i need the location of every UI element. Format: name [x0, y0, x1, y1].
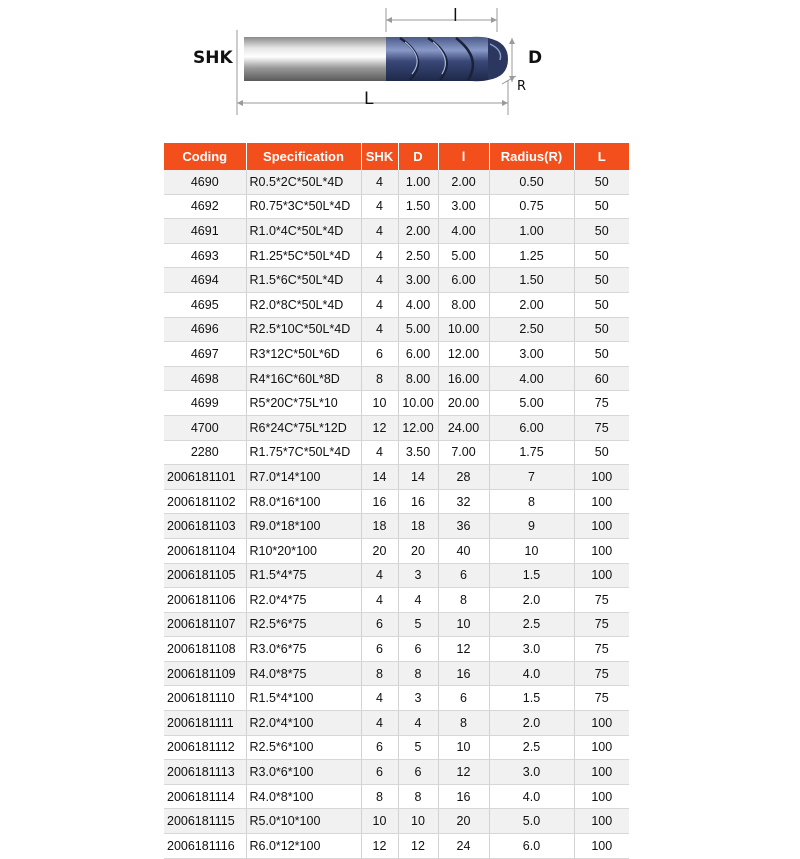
cell-shk: 12 [361, 415, 398, 440]
table-row [164, 170, 629, 194]
cell-radius: 1.5 [489, 563, 574, 588]
cell-shk: 12 [361, 834, 398, 859]
cell-l: 6 [438, 686, 489, 711]
cell-l: 24.00 [438, 415, 489, 440]
cell-shk: 4 [361, 588, 398, 613]
cell-specification: R4*16C*60L*8D [246, 366, 361, 391]
cell-shk: 4 [361, 292, 398, 317]
cell-radius: 1.00 [489, 219, 574, 244]
cell-d: 18 [398, 514, 438, 539]
cell-l: 6.00 [438, 268, 489, 293]
flute-shape [386, 37, 492, 81]
cell-l: 12 [438, 637, 489, 662]
cell-radius: 4.0 [489, 784, 574, 809]
cell-specification: R3.0*6*100 [246, 760, 361, 785]
end-mill-diagram [0, 0, 800, 140]
cell-d: 4 [398, 711, 438, 736]
cell-d: 3.50 [398, 440, 438, 465]
cell-d: 2.50 [398, 243, 438, 268]
table-row [164, 538, 629, 563]
cell-length: 50 [574, 219, 629, 244]
table-row [164, 661, 629, 686]
cell-l: 7.00 [438, 440, 489, 465]
cell-shk: 4 [361, 170, 398, 194]
cell-radius: 3.00 [489, 342, 574, 367]
table-row [164, 588, 629, 613]
cell-d: 10.00 [398, 391, 438, 416]
cell-d: 10 [398, 809, 438, 834]
cell-coding: 4700 [164, 415, 246, 440]
cell-specification: R4.0*8*100 [246, 784, 361, 809]
cell-shk: 16 [361, 489, 398, 514]
table-row [164, 809, 629, 834]
cell-shk: 10 [361, 391, 398, 416]
overall-length-label: L [364, 89, 374, 109]
table-row [164, 735, 629, 760]
cell-d: 2.00 [398, 219, 438, 244]
radius-label: R [517, 79, 527, 94]
cell-d: 5 [398, 735, 438, 760]
cell-radius: 4.0 [489, 661, 574, 686]
cell-radius: 7 [489, 465, 574, 490]
cell-d: 12.00 [398, 415, 438, 440]
cell-coding: 4691 [164, 219, 246, 244]
cell-radius: 0.50 [489, 170, 574, 194]
cell-radius: 1.25 [489, 243, 574, 268]
col-header-radius: Radius(R) [489, 143, 574, 170]
cell-length: 75 [574, 661, 629, 686]
cell-l: 20.00 [438, 391, 489, 416]
cell-length: 100 [574, 809, 629, 834]
spec-table [164, 143, 629, 859]
cell-specification: R2.0*8C*50L*4D [246, 292, 361, 317]
cell-coding: 2006181115 [164, 809, 246, 834]
cell-d: 6.00 [398, 342, 438, 367]
cell-specification: R2.0*4*75 [246, 588, 361, 613]
table-row [164, 194, 629, 219]
cell-radius: 2.0 [489, 711, 574, 736]
table-row [164, 342, 629, 367]
table-row [164, 489, 629, 514]
cell-shk: 14 [361, 465, 398, 490]
col-header-specification: Specification [246, 143, 361, 170]
cell-l: 16.00 [438, 366, 489, 391]
cell-l: 36 [438, 514, 489, 539]
cell-l: 20 [438, 809, 489, 834]
cell-specification: R5*20C*75L*10 [246, 391, 361, 416]
cell-coding: 2006181112 [164, 735, 246, 760]
cell-coding: 4690 [164, 170, 246, 194]
cell-length: 100 [574, 514, 629, 539]
cell-specification: R10*20*100 [246, 538, 361, 563]
cell-specification: R9.0*18*100 [246, 514, 361, 539]
cell-d: 12 [398, 834, 438, 859]
cell-radius: 1.75 [489, 440, 574, 465]
cell-radius: 3.0 [489, 760, 574, 785]
cell-coding: 2006181108 [164, 637, 246, 662]
cell-shk: 8 [361, 366, 398, 391]
table-row [164, 760, 629, 785]
cell-length: 100 [574, 760, 629, 785]
cell-l: 8 [438, 588, 489, 613]
cell-length: 60 [574, 366, 629, 391]
table-row [164, 711, 629, 736]
cell-l: 2.00 [438, 170, 489, 194]
cell-length: 100 [574, 711, 629, 736]
table-row [164, 366, 629, 391]
cell-l: 10 [438, 735, 489, 760]
cell-radius: 2.00 [489, 292, 574, 317]
cell-l: 12 [438, 760, 489, 785]
cell-coding: 2006181102 [164, 489, 246, 514]
cell-d: 5 [398, 612, 438, 637]
cell-l: 5.00 [438, 243, 489, 268]
cell-d: 8 [398, 784, 438, 809]
cell-shk: 4 [361, 711, 398, 736]
shank-label: SHK [193, 48, 233, 68]
table-body [164, 170, 629, 858]
cell-radius: 2.50 [489, 317, 574, 342]
cell-d: 3 [398, 686, 438, 711]
cell-specification: R1.5*6C*50L*4D [246, 268, 361, 293]
cell-length: 100 [574, 834, 629, 859]
cell-d: 3.00 [398, 268, 438, 293]
cell-d: 8 [398, 661, 438, 686]
table-row [164, 465, 629, 490]
cell-coding: 4693 [164, 243, 246, 268]
cell-radius: 1.5 [489, 686, 574, 711]
cell-specification: R1.25*5C*50L*4D [246, 243, 361, 268]
cell-shk: 6 [361, 612, 398, 637]
cell-l: 6 [438, 563, 489, 588]
cell-coding: 4698 [164, 366, 246, 391]
cell-coding: 4696 [164, 317, 246, 342]
cell-radius: 0.75 [489, 194, 574, 219]
cell-radius: 5.0 [489, 809, 574, 834]
cell-shk: 6 [361, 637, 398, 662]
cell-length: 100 [574, 784, 629, 809]
cell-shk: 18 [361, 514, 398, 539]
cell-l: 12.00 [438, 342, 489, 367]
cell-specification: R2.5*10C*50L*4D [246, 317, 361, 342]
cell-l: 28 [438, 465, 489, 490]
cell-coding: 2006181104 [164, 538, 246, 563]
cell-shk: 6 [361, 760, 398, 785]
cell-l: 3.00 [438, 194, 489, 219]
table-row [164, 637, 629, 662]
cell-specification: R0.75*3C*50L*4D [246, 194, 361, 219]
col-header-shk: SHK [361, 143, 398, 170]
cell-specification: R6*24C*75L*12D [246, 415, 361, 440]
cell-specification: R1.0*4C*50L*4D [246, 219, 361, 244]
cell-specification: R1.5*4*100 [246, 686, 361, 711]
table-row [164, 415, 629, 440]
cell-length: 75 [574, 612, 629, 637]
cell-radius: 2.5 [489, 612, 574, 637]
cell-shk: 6 [361, 342, 398, 367]
cell-l: 10.00 [438, 317, 489, 342]
table-row [164, 612, 629, 637]
table-row [164, 317, 629, 342]
table-row [164, 784, 629, 809]
cell-shk: 8 [361, 661, 398, 686]
cell-specification: R2.5*6*100 [246, 735, 361, 760]
cell-l: 32 [438, 489, 489, 514]
cell-l: 40 [438, 538, 489, 563]
cell-specification: R6.0*12*100 [246, 834, 361, 859]
cell-d: 16 [398, 489, 438, 514]
cell-radius: 6.0 [489, 834, 574, 859]
table-row [164, 440, 629, 465]
cell-length: 50 [574, 170, 629, 194]
cell-specification: R1.75*7C*50L*4D [246, 440, 361, 465]
cell-l: 24 [438, 834, 489, 859]
cell-coding: 2006181111 [164, 711, 246, 736]
cell-shk: 20 [361, 538, 398, 563]
cell-specification: R3.0*6*75 [246, 637, 361, 662]
cell-length: 50 [574, 268, 629, 293]
cell-shk: 4 [361, 563, 398, 588]
cell-coding: 2006181106 [164, 588, 246, 613]
cell-shk: 4 [361, 440, 398, 465]
cell-specification: R1.5*4*75 [246, 563, 361, 588]
cell-shk: 4 [361, 268, 398, 293]
cell-shk: 6 [361, 735, 398, 760]
cell-shk: 4 [361, 317, 398, 342]
cell-d: 4 [398, 588, 438, 613]
cell-coding: 4699 [164, 391, 246, 416]
flute-length-label: l [453, 6, 458, 26]
cell-coding: 2006181114 [164, 784, 246, 809]
cell-length: 50 [574, 194, 629, 219]
cell-coding: 2006181103 [164, 514, 246, 539]
cell-coding: 2006181113 [164, 760, 246, 785]
cell-specification: R4.0*8*75 [246, 661, 361, 686]
cell-radius: 2.0 [489, 588, 574, 613]
cell-length: 50 [574, 342, 629, 367]
cell-length: 50 [574, 440, 629, 465]
cell-specification: R2.0*4*100 [246, 711, 361, 736]
end-mill-drawing [0, 0, 800, 140]
cell-d: 14 [398, 465, 438, 490]
cell-length: 50 [574, 317, 629, 342]
cell-coding: 4694 [164, 268, 246, 293]
cell-radius: 6.00 [489, 415, 574, 440]
table-row [164, 834, 629, 859]
table-row [164, 563, 629, 588]
cell-length: 50 [574, 243, 629, 268]
cell-d: 20 [398, 538, 438, 563]
cell-shk: 4 [361, 686, 398, 711]
cell-length: 75 [574, 588, 629, 613]
cell-l: 16 [438, 661, 489, 686]
table-row [164, 268, 629, 293]
cell-d: 3 [398, 563, 438, 588]
cell-d: 1.00 [398, 170, 438, 194]
cell-length: 75 [574, 391, 629, 416]
cell-radius: 9 [489, 514, 574, 539]
cell-specification: R3*12C*50L*6D [246, 342, 361, 367]
cell-radius: 5.00 [489, 391, 574, 416]
cell-coding: 2280 [164, 440, 246, 465]
cell-shk: 4 [361, 243, 398, 268]
col-header-coding: Coding [164, 143, 246, 170]
cell-d: 4.00 [398, 292, 438, 317]
cell-l: 16 [438, 784, 489, 809]
cell-d: 1.50 [398, 194, 438, 219]
cell-d: 5.00 [398, 317, 438, 342]
cell-d: 8.00 [398, 366, 438, 391]
table-row [164, 292, 629, 317]
cell-length: 100 [574, 465, 629, 490]
cell-specification: R2.5*6*75 [246, 612, 361, 637]
shank-shape [244, 37, 386, 81]
cell-coding: 2006181116 [164, 834, 246, 859]
table-row [164, 686, 629, 711]
cell-l: 8 [438, 711, 489, 736]
cell-coding: 4692 [164, 194, 246, 219]
cell-coding: 4697 [164, 342, 246, 367]
table-row [164, 243, 629, 268]
cell-d: 6 [398, 637, 438, 662]
col-header-d: D [398, 143, 438, 170]
cell-shk: 8 [361, 784, 398, 809]
diameter-label: D [528, 48, 543, 68]
cell-shk: 4 [361, 194, 398, 219]
cell-coding: 2006181109 [164, 661, 246, 686]
cell-d: 6 [398, 760, 438, 785]
cell-l: 10 [438, 612, 489, 637]
cell-length: 100 [574, 563, 629, 588]
cell-radius: 8 [489, 489, 574, 514]
cell-coding: 2006181110 [164, 686, 246, 711]
cell-radius: 2.5 [489, 735, 574, 760]
cell-length: 100 [574, 538, 629, 563]
cell-specification: R0.5*2C*50L*4D [246, 170, 361, 194]
cell-specification: R8.0*16*100 [246, 489, 361, 514]
cell-length: 50 [574, 292, 629, 317]
cell-length: 100 [574, 735, 629, 760]
cell-radius: 3.0 [489, 637, 574, 662]
cell-l: 4.00 [438, 219, 489, 244]
col-header-length: L [574, 143, 629, 170]
cell-length: 100 [574, 489, 629, 514]
cell-specification: R5.0*10*100 [246, 809, 361, 834]
table-header-row [164, 143, 629, 170]
cell-radius: 10 [489, 538, 574, 563]
table-row [164, 514, 629, 539]
col-header-l: l [438, 143, 489, 170]
cell-specification: R7.0*14*100 [246, 465, 361, 490]
cell-shk: 10 [361, 809, 398, 834]
cell-length: 75 [574, 637, 629, 662]
cell-coding: 2006181105 [164, 563, 246, 588]
table-row [164, 219, 629, 244]
cell-shk: 4 [361, 219, 398, 244]
cell-length: 75 [574, 686, 629, 711]
cell-radius: 4.00 [489, 366, 574, 391]
cell-coding: 2006181101 [164, 465, 246, 490]
cell-length: 75 [574, 415, 629, 440]
cell-radius: 1.50 [489, 268, 574, 293]
cell-coding: 2006181107 [164, 612, 246, 637]
cell-l: 8.00 [438, 292, 489, 317]
cell-coding: 4695 [164, 292, 246, 317]
table-row [164, 391, 629, 416]
